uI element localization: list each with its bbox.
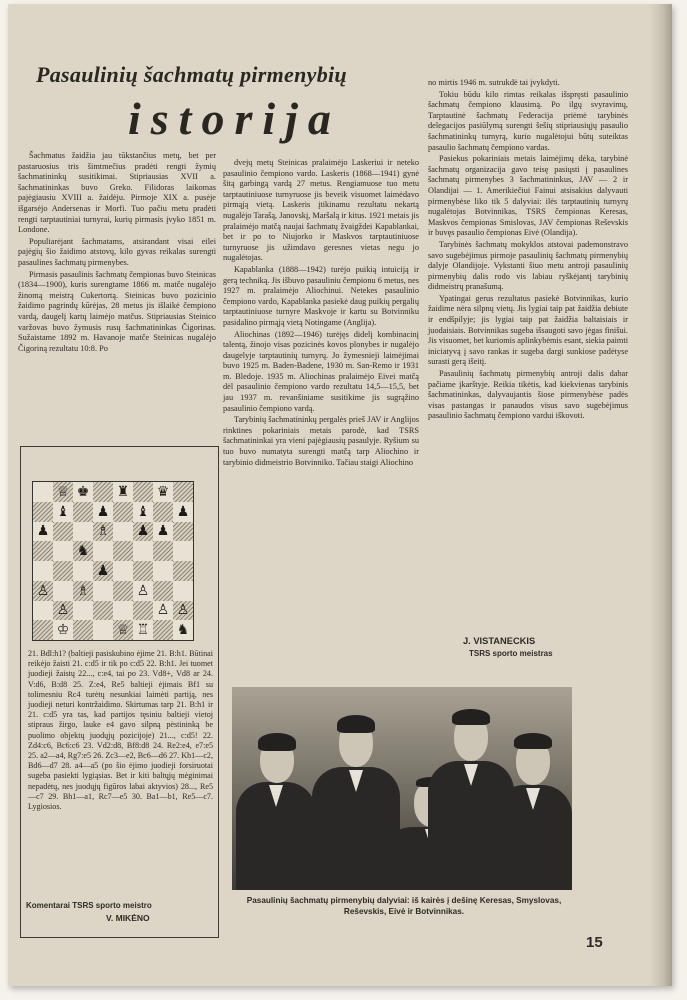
chess-square (173, 522, 193, 542)
col1-paragraph: Šachmatus žaidžia jau tūkstančius metų, bet per pastaruosius tris šimtmečius pradėti rengti žymių šachmatininkų susitikimai. Stipriausias XVII a. šachmatininkas buvo Greko. Filidoras laikomas pajėgiausiu XVIII a. žaidėju. Pirmoje XIX a. pusėje išgarsėjo Andersenas ir Morfi. Tuo pačiu metu pradėti rengti tarptautiniai turnyrai, kurių pirmasis įvyko 1851 m. Londone. (18, 151, 216, 235)
chess-square (93, 581, 113, 601)
chess-piece-icon: ♞ (176, 622, 190, 639)
title-line-1: Pasaulinių šachmatų pirmenybių (36, 62, 347, 87)
chess-piece-icon: ♟ (36, 523, 50, 540)
chess-square (53, 620, 73, 640)
col3-paragraph: Tarybinės šachmatų mokyklos atstovai pademonstravo savo sugebėjimus pirmoje pasaulinių šachmatų pirmenybių dalyje Olandijoje. Vykstanti šiuo metu antroji pasaulinių pirmenybių dalis rodo vis labiau ryškėjantį tarybinių didmeistrų pranašumą. (428, 239, 628, 292)
chess-square (73, 581, 93, 601)
column-3-text (428, 78, 628, 423)
chess-square (73, 502, 93, 522)
chess-square (93, 541, 113, 561)
chess-square (53, 502, 73, 522)
chess-square (173, 601, 193, 621)
chess-square (113, 522, 133, 542)
chess-square (53, 561, 73, 581)
chess-piece-icon: ♙ (156, 602, 170, 619)
chess-square (93, 561, 113, 581)
chess-square (33, 482, 53, 502)
chess-square (153, 581, 173, 601)
page-binding-shadow (650, 4, 672, 986)
chess-square (93, 482, 113, 502)
chess-square (53, 522, 73, 542)
chess-square (153, 522, 173, 542)
chess-piece-icon: ♔ (56, 622, 70, 639)
col3-paragraph: Ypatingai gerus rezultatus pasiekė Botvinnikas, kurio žaidime nėra silpnų vietų. Jis lygiai taip pat žaidžia debiute ir endšpilyje; jis lygiai taip pat žaidžia baltaisiais ir juodaisiais. Botvinnikas sugeba išsaugoti savo jėgas finišui. Jis visuomet, bet kuriomis aplinkybėmis esant, siekia paimti iniciatyvą į savo rankas ir sugeba dargi sunkiose padėtyse surasti gerą išeitį. (428, 293, 628, 367)
col2-paragraph: Kapablanka (1888—1942) turėjo puikią intuiciją ir gerą techniką. Jis išbuvo pasauliniu čempionu 6 metus, nes 1927 m. pralaimėjo Aliochinui. Netekes pasaulinio čempiono vardo, Kapablanka pasiekė daug puikių pergalių tarptautiniuose turnyre Maskvoje ir kartu su Botvinniku pasidalino pirmąją vietą Notingame (Anglija). (223, 264, 419, 327)
chess-piece-icon: ♟ (156, 523, 170, 540)
chess-square (93, 502, 113, 522)
chess-piece-icon: ♞ (76, 543, 90, 560)
col3-paragraph: Pasiekus pokariniais metais laimėjimų dėka, tarybinė šachmatų organizacija gavo teisę pasiųsti į pasaulines šachmatų pirmenybes 3 šachmatininkus, JAV — 2 ir Olandijai — 1. Amerikiečiui Fainui atsisakius dalyvauti pirmenybėse liko tik 5 dalyviai: ilės tarptautinių turnyrų nugalėtojas Botvinnikas, TSRS čempionas Keresas, Maskvos čempionas Smislovas, JAV čempionas Reševskis ir buvęs pasaulio čempionas Eivė (Olandija). (428, 154, 628, 238)
col1-paragraph: Pirmasis pasaulinis šachmatų čempionas buvo Steinicas (1834—1900), kuris surengtame 1866 m. matče nugalėjo žinomą meistrą Cukertortą. Steinicas buvo pozicinio žaidimo pagrindų kūrėjas, 28 metus jis išlaikė čempiono vardą, daugelį kartų laimėjo matčus. Stipriausias Steinico varžovas buvo žymusis rusų šachmatininkas Čigorinas. Sužaistame 1892 m. Havanoje matče Steinicas nugalėjo Čigoriną rezultatu 10:8. Po (18, 269, 216, 353)
col3-paragraph: no mirtis 1946 m. sutrukdė tai įvykdyti. (428, 78, 560, 87)
chess-square (113, 502, 133, 522)
chess-square (153, 620, 173, 640)
author-title: TSRS sporto meistras (469, 649, 553, 658)
chess-square (133, 601, 153, 621)
chess-square (73, 601, 93, 621)
chess-piece-icon: ♗ (76, 582, 90, 599)
col1-paragraph: Populiarėjant šachmatams, atsirandant visai eilei pajėgių šio žaidimo atstovų, kilo gyvas reikalas surengti pasaulines šachmatų pirmenybes. (18, 236, 216, 267)
chess-square (53, 581, 73, 601)
chess-square (73, 541, 93, 561)
chess-piece-icon: ♙ (176, 602, 190, 619)
chess-square (133, 482, 153, 502)
group-photo (232, 687, 572, 890)
photo-caption: Pasaulinių šachmatų pirmenybių dalyviai: iš kairės į dešinę Keresas, Smyslovas, Reševskis, Eivė ir Botvinnikas. (246, 896, 562, 916)
chess-square (33, 522, 53, 542)
chess-square (173, 482, 193, 502)
chess-square (53, 541, 73, 561)
chess-piece-icon: ♝ (56, 503, 70, 520)
chess-piece-icon: ♕ (116, 622, 130, 639)
chess-square (73, 620, 93, 640)
chess-square (173, 502, 193, 522)
chess-square (173, 561, 193, 581)
chess-piece-icon: ♟ (136, 523, 150, 540)
chess-piece-icon: ♜ (116, 483, 130, 500)
chess-moves-text: 21. Bdl:h1? (baltieji pasiskubino ėjime 21. B:h1. Būtinai reikėjo žaisti 21. c:d5 ir tik po c:d5 22. B:h1. Jei tuomet juodieji žaistų 22..., c:e4, tai po 23. Vd8+, Vd8 ar 24. V:d6, B:d8 25. Z:e4, Re5 baltieji ėjimais Bf1 su tolimesniu Rc4 turėtų nesunkiai laimėti partiją, nes juodieji neturi kontržaidimo. Skirtumas tarp 21. B:h1 ir 21. c:d5 yra tas, kad partijos tęsiniu baltieji vietoj stipraus žirgo, laukе e4 gavo silpną pėstininką be puolimo objektų juodųjų pozicijoje) 21..., c:d5! 22. Zd4:c6, Bc6:c6 23. Vd2:d8, Bf8:d8 24. Re2:e4, e7:e5 25. a2—a4, Rg7:e5 26. Zc3—e2, Bc6—d6 27. Kb1—c2, Bd6—d7 28. a4—a5 (po šio ėjimo juodieji forsiruotai sugeba pasiekti lygiąsias. Bet ir kiti baltųjų mėginimai nepadėtų, nes juodųjų figūros labai aktyvios) 28..., Re5—c7 29. Bh1—a1, Rc7—e5 30. Ba1—b1, Re5—c7. Lygiosios. (28, 649, 213, 812)
chess-square (73, 561, 93, 581)
chess-piece-icon: ♙ (56, 602, 70, 619)
chess-square (153, 601, 173, 621)
chess-square (153, 482, 173, 502)
chess-square (153, 561, 173, 581)
chess-square (73, 482, 93, 502)
column-1-text (18, 151, 216, 355)
chess-piece-icon: ♛ (156, 483, 170, 500)
chess-square (153, 541, 173, 561)
page-number: 15 (586, 934, 603, 951)
chess-square (133, 581, 153, 601)
col2-paragraph: dvejų metų Steinicas pralaimėjo Laskeriui ir neteko pasaulinio čempiono vardo. Laskeris (1868—1941) gynė šitą garbingą vardą 27 metus. Rengiamuose tuo metu tarptautiniuose turnyruose jis beveik visuomet laimėdavo pirmąją vietą. Laskeris įtikinamu rezultatu nekartą nugalėjo Tarašą, Janovskį, Maršalą ir kitus. 1921 metais jis pralaimėjo matčą naujai šachmatų žvaigždei Kapablankai, bet ir po to Niujorko ir Maskvos tarptautiniuose turnyruose jis užimdavo geresnes vietas negu jo nugalėtojas. (223, 158, 419, 263)
chess-board (32, 481, 194, 641)
chess-square (93, 601, 113, 621)
chess-square (33, 541, 53, 561)
commentary-credit-label: Komentarai TSRS sporto meistro (26, 901, 152, 910)
chess-square (133, 620, 153, 640)
chess-piece-icon: ♚ (76, 483, 90, 500)
chess-square (113, 601, 133, 621)
col2-paragraph: Aliochinas (1892—1946) turėjęs didelį kombinacinį talentą, žinojo visas pozicinės kovos plonybes ir nugalėjo daugelyje tarptautinių turnyrų. Jo žymesnieji laimėjimai buvo 1925 m. Baden-Badene, 1930 m. San-Remo ir 1931 m. Bledoje. 1935 m. Aliochinas pralaimėjo Eivei matčą dėl pasaulinio čempiono vardo rezultatu 14,5—15,5, bet jau 1937 m. revanšiniame susitikime jis sugrąžino pasaulinio čempiono vardą. (223, 329, 419, 413)
col3-paragraph: Pasaulinių šachmatų pirmenybių antroji dalis dabar pačiame įkarštyje. Reikia tikėtis, kad kiekvienas tarybinis šachmatininkas, dalyvaujantis šiose pirmenybėse padės visas pastangas ir panaudos visus savo sugebėjimus pasaulinio šachmatų čempiono vardui iškovoti. (428, 369, 628, 421)
chess-square (53, 482, 73, 502)
chess-piece-icon: ♙ (36, 582, 50, 599)
chess-square (33, 561, 53, 581)
chess-square (113, 581, 133, 601)
chess-square (173, 581, 193, 601)
chess-square (173, 541, 193, 561)
chess-square (133, 561, 153, 581)
chess-square (53, 601, 73, 621)
chess-square (73, 522, 93, 542)
column-2-text (223, 158, 419, 469)
chess-piece-icon: ♗ (96, 523, 110, 540)
chess-square (93, 620, 113, 640)
author-name: J. VISTANECKIS (463, 636, 536, 646)
chess-square (93, 522, 113, 542)
chess-square (173, 620, 193, 640)
chess-square (133, 522, 153, 542)
chess-square (113, 620, 133, 640)
chess-square (33, 581, 53, 601)
col3-paragraph: Tokiu būdu kilo rimtas reikalas išspręsti pasaulinio šachmatų čempiono klausimą. Po ilgų svyravimų, Tarptautinė šachmatų Federacija priėmė tarybinės delegacijos pasiūlymą surengti šešių stipriausiųjų pasaulio šachmatininkų turnyrą, kurio nugalėtojui būtų suteiktas pasaulio šachmatų čempiono vardas. (428, 89, 628, 152)
col2-paragraph: Tarybinių šachmatininkų pergalės prieš JAV ir Anglijos rinktines pokariniais metais parodė, kad TSRS šachmatininkai yra vieni pajėgiausių pasaulyje. Ryšium su tuo buvo numatyta surengti matčą tarp Aliochino ir tarybinio didmeistrio Botvinniko. Tačiau staigi Aliochino (223, 415, 419, 467)
chess-piece-icon: ♙ (136, 582, 150, 599)
chess-piece-icon: ♕ (56, 483, 70, 500)
chess-square (113, 541, 133, 561)
title-line-2: istorija (128, 93, 341, 144)
chess-piece-icon: ♟ (96, 562, 110, 579)
chess-piece-icon: ♝ (136, 503, 150, 520)
chess-square (113, 482, 133, 502)
chess-square (133, 502, 153, 522)
chess-square (33, 601, 53, 621)
chess-square (113, 561, 133, 581)
chess-square (133, 541, 153, 561)
chess-square (33, 620, 53, 640)
chess-piece-icon: ♟ (96, 503, 110, 520)
chess-piece-icon: ♟ (176, 503, 190, 520)
commentary-credit-name: V. MIKĖNO (106, 913, 150, 923)
chess-square (153, 502, 173, 522)
chess-square (33, 502, 53, 522)
magazine-page (8, 4, 672, 986)
chess-piece-icon: ♖ (136, 622, 150, 639)
